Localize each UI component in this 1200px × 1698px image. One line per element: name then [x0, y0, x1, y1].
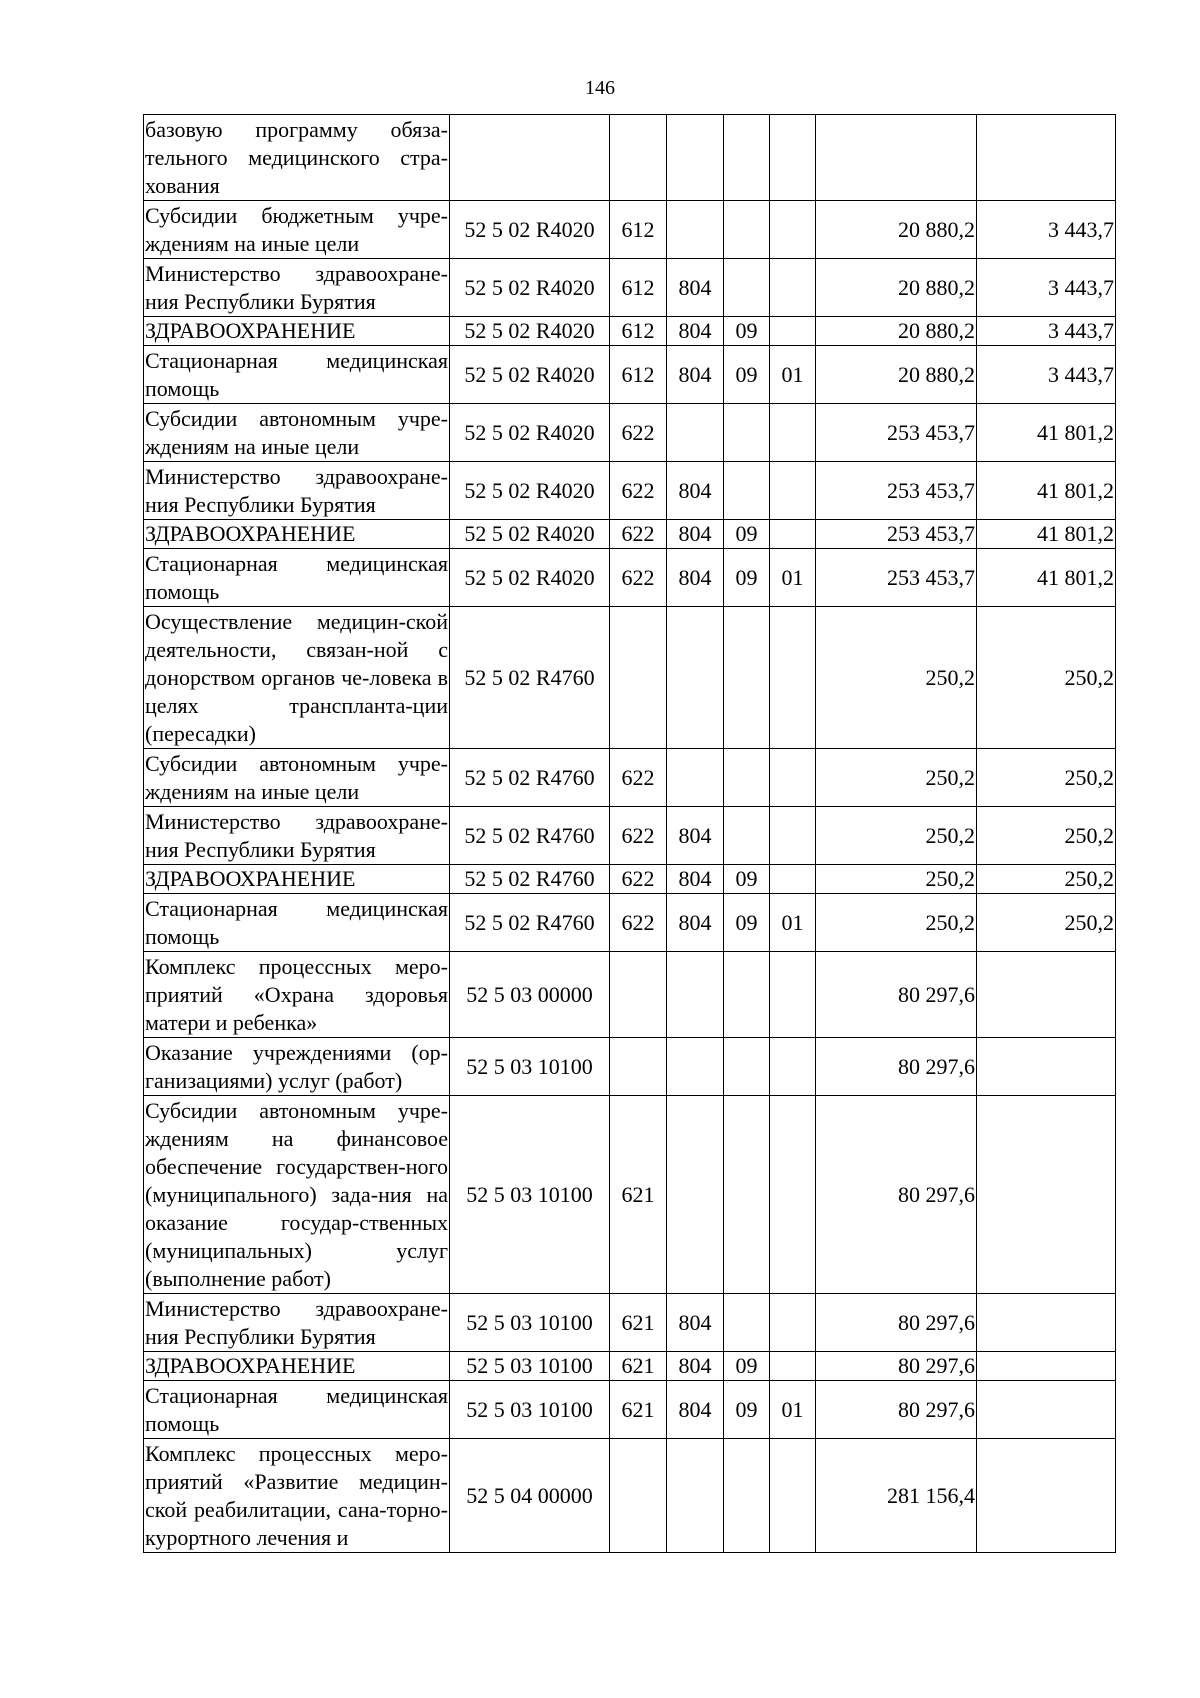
amount-federal: 41 801,2: [977, 462, 1116, 520]
target-article-code: 52 5 03 10100: [450, 1294, 610, 1352]
target-article-code: 52 5 03 10100: [450, 1352, 610, 1381]
section-code: [724, 259, 770, 317]
amount-total: 20 880,2: [816, 317, 977, 346]
section-code: [724, 201, 770, 259]
table-row: [144, 346, 1116, 404]
amount-federal: 41 801,2: [977, 549, 1116, 607]
administrator-code: 804: [667, 462, 724, 520]
row-name: ЗДРАВООХРАНЕНИЕ: [144, 520, 450, 549]
row-name: Субсидии бюджетным учре-ждениям на иные цели: [144, 201, 450, 259]
page-number: 146: [585, 77, 615, 99]
expense-type-code: [610, 952, 667, 1038]
amount-total: 250,2: [816, 607, 977, 749]
target-article-code: 52 5 02 R4020: [450, 549, 610, 607]
administrator-code: 804: [667, 520, 724, 549]
amount-federal: 250,2: [977, 607, 1116, 749]
subsection-code: [770, 1038, 816, 1096]
target-article-code: 52 5 02 R4020: [450, 462, 610, 520]
amount-total: 253 453,7: [816, 549, 977, 607]
expense-type-code: 612: [610, 346, 667, 404]
subsection-code: [770, 952, 816, 1038]
subsection-code: [770, 317, 816, 346]
target-article-code: 52 5 02 R4020: [450, 317, 610, 346]
target-article-code: 52 5 02 R4760: [450, 865, 610, 894]
amount-total: 250,2: [816, 865, 977, 894]
amount-federal: 41 801,2: [977, 520, 1116, 549]
expense-type-code: [610, 1038, 667, 1096]
table-row: [144, 1294, 1116, 1352]
subsection-code: 01: [770, 894, 816, 952]
target-article-code: 52 5 03 00000: [450, 952, 610, 1038]
amount-federal: 250,2: [977, 894, 1116, 952]
amount-federal: [977, 1038, 1116, 1096]
subsection-code: [770, 404, 816, 462]
amount-total: 253 453,7: [816, 404, 977, 462]
amount-federal: 41 801,2: [977, 404, 1116, 462]
section-code: 09: [724, 346, 770, 404]
amount-federal: [977, 1439, 1116, 1553]
section-code: 09: [724, 317, 770, 346]
row-name: Стационарная медицинская помощь: [144, 894, 450, 952]
amount-total: 80 297,6: [816, 1381, 977, 1439]
expense-type-code: 612: [610, 201, 667, 259]
administrator-code: [667, 952, 724, 1038]
table-row: [144, 807, 1116, 865]
table-row: [144, 1439, 1116, 1553]
row-name: Министерство здравоохране-ния Республики Бурятия: [144, 462, 450, 520]
section-code: [724, 462, 770, 520]
section-code: [724, 404, 770, 462]
section-code: 09: [724, 520, 770, 549]
row-name: Оказание учреждениями (ор-ганизациями) услуг (работ): [144, 1038, 450, 1096]
row-name: Субсидии автономным учре-ждениям на финансовое обеспечение государствен-ного (муниципального) зада-ния на оказание государ-ственных (муниципальных) услуг (выполнение работ): [144, 1096, 450, 1294]
section-code: [724, 1439, 770, 1553]
amount-total: 281 156,4: [816, 1439, 977, 1553]
subsection-code: 01: [770, 549, 816, 607]
section-code: [724, 1096, 770, 1294]
administrator-code: 804: [667, 894, 724, 952]
row-name: Комплекс процессных меро-приятий «Охрана здоровья матери и ребенка»: [144, 952, 450, 1038]
administrator-code: 804: [667, 865, 724, 894]
subsection-code: [770, 1352, 816, 1381]
amount-total: 20 880,2: [816, 346, 977, 404]
administrator-code: 804: [667, 259, 724, 317]
amount-total: 80 297,6: [816, 1294, 977, 1352]
amount-total: 80 297,6: [816, 1038, 977, 1096]
table-row: [144, 115, 1116, 201]
amount-total: 20 880,2: [816, 201, 977, 259]
target-article-code: 52 5 04 00000: [450, 1439, 610, 1553]
amount-total: 250,2: [816, 749, 977, 807]
expense-type-code: [610, 607, 667, 749]
amount-federal: [977, 1352, 1116, 1381]
administrator-code: [667, 1439, 724, 1553]
administrator-code: 804: [667, 807, 724, 865]
row-name: Осуществление медицин-ской деятельности, связан-ной с донорством органов че-ловека в целях транспланта-ции (пересадки): [144, 607, 450, 749]
subsection-code: [770, 259, 816, 317]
target-article-code: 52 5 02 R4760: [450, 807, 610, 865]
section-code: [724, 115, 770, 201]
amount-federal: [977, 1294, 1116, 1352]
section-code: 09: [724, 865, 770, 894]
administrator-code: [667, 1096, 724, 1294]
target-article-code: 52 5 02 R4020: [450, 520, 610, 549]
amount-total: 80 297,6: [816, 1096, 977, 1294]
target-article-code: 52 5 03 10100: [450, 1381, 610, 1439]
target-article-code: 52 5 02 R4760: [450, 607, 610, 749]
amount-total: 253 453,7: [816, 462, 977, 520]
expense-type-code: 622: [610, 404, 667, 462]
row-name: ЗДРАВООХРАНЕНИЕ: [144, 317, 450, 346]
row-name: Министерство здравоохране-ния Республики Бурятия: [144, 259, 450, 317]
table-row: [144, 201, 1116, 259]
table-row: [144, 259, 1116, 317]
amount-total: 20 880,2: [816, 259, 977, 317]
subsection-code: [770, 807, 816, 865]
row-name: Министерство здравоохране-ния Республики Бурятия: [144, 807, 450, 865]
table-row: [144, 317, 1116, 346]
section-code: 09: [724, 894, 770, 952]
target-article-code: [450, 115, 610, 201]
administrator-code: [667, 404, 724, 462]
row-name: Стационарная медицинская помощь: [144, 1381, 450, 1439]
administrator-code: [667, 607, 724, 749]
administrator-code: [667, 115, 724, 201]
amount-federal: [977, 1096, 1116, 1294]
subsection-code: [770, 1294, 816, 1352]
target-article-code: 52 5 02 R4020: [450, 404, 610, 462]
subsection-code: [770, 201, 816, 259]
table-row: [144, 404, 1116, 462]
section-code: [724, 607, 770, 749]
subsection-code: [770, 865, 816, 894]
amount-federal: 250,2: [977, 865, 1116, 894]
administrator-code: 804: [667, 549, 724, 607]
amount-federal: [977, 952, 1116, 1038]
row-name: Комплекс процессных меро-приятий «Развитие медицин-ской реабилитации, сана-торно-курортного лечения и: [144, 1439, 450, 1553]
amount-federal: 250,2: [977, 807, 1116, 865]
administrator-code: 804: [667, 1381, 724, 1439]
subsection-code: 01: [770, 1381, 816, 1439]
expense-type-code: 622: [610, 865, 667, 894]
table-row: [144, 1352, 1116, 1381]
target-article-code: 52 5 02 R4020: [450, 201, 610, 259]
row-name: Субсидии автономным учре-ждениям на иные цели: [144, 404, 450, 462]
section-code: 09: [724, 1352, 770, 1381]
table-row: [144, 865, 1116, 894]
subsection-code: 01: [770, 346, 816, 404]
budget-table: [143, 114, 1116, 1553]
table-row: [144, 749, 1116, 807]
target-article-code: 52 5 03 10100: [450, 1038, 610, 1096]
amount-total: 250,2: [816, 807, 977, 865]
table-row: [144, 549, 1116, 607]
table-row: [144, 1096, 1116, 1294]
row-name: базовую программу обяза-тельного медицинского стра-хования: [144, 115, 450, 201]
administrator-code: [667, 1038, 724, 1096]
subsection-code: [770, 520, 816, 549]
subsection-code: [770, 115, 816, 201]
section-code: [724, 1294, 770, 1352]
expense-type-code: 622: [610, 807, 667, 865]
amount-total: 253 453,7: [816, 520, 977, 549]
section-code: 09: [724, 1381, 770, 1439]
expense-type-code: 612: [610, 259, 667, 317]
section-code: [724, 1038, 770, 1096]
row-name: ЗДРАВООХРАНЕНИЕ: [144, 865, 450, 894]
table-row: [144, 462, 1116, 520]
expense-type-code: 622: [610, 749, 667, 807]
section-code: [724, 749, 770, 807]
table-row: [144, 1381, 1116, 1439]
table-body: [144, 115, 1116, 1553]
row-name: Стационарная медицинская помощь: [144, 549, 450, 607]
subsection-code: [770, 1096, 816, 1294]
expense-type-code: 622: [610, 894, 667, 952]
amount-federal: [977, 1381, 1116, 1439]
section-code: [724, 807, 770, 865]
expense-type-code: [610, 115, 667, 201]
section-code: 09: [724, 549, 770, 607]
target-article-code: 52 5 02 R4760: [450, 894, 610, 952]
expense-type-code: 622: [610, 462, 667, 520]
administrator-code: 804: [667, 1294, 724, 1352]
table-row: [144, 520, 1116, 549]
amount-total: [816, 115, 977, 201]
amount-total: 80 297,6: [816, 1352, 977, 1381]
amount-federal: 250,2: [977, 749, 1116, 807]
row-name: Стационарная медицинская помощь: [144, 346, 450, 404]
subsection-code: [770, 1439, 816, 1553]
target-article-code: 52 5 02 R4760: [450, 749, 610, 807]
table-row: [144, 894, 1116, 952]
administrator-code: [667, 201, 724, 259]
expense-type-code: [610, 1439, 667, 1553]
target-article-code: 52 5 02 R4020: [450, 346, 610, 404]
amount-federal: 3 443,7: [977, 259, 1116, 317]
table-row: [144, 1038, 1116, 1096]
expense-type-code: 621: [610, 1294, 667, 1352]
table-row: [144, 607, 1116, 749]
amount-total: 250,2: [816, 894, 977, 952]
amount-federal: 3 443,7: [977, 346, 1116, 404]
table-row: [144, 952, 1116, 1038]
expense-type-code: 621: [610, 1352, 667, 1381]
amount-total: 80 297,6: [816, 952, 977, 1038]
amount-federal: [977, 115, 1116, 201]
administrator-code: 804: [667, 346, 724, 404]
subsection-code: [770, 462, 816, 520]
administrator-code: 804: [667, 1352, 724, 1381]
subsection-code: [770, 749, 816, 807]
section-code: [724, 952, 770, 1038]
target-article-code: 52 5 03 10100: [450, 1096, 610, 1294]
expense-type-code: 621: [610, 1096, 667, 1294]
expense-type-code: 622: [610, 549, 667, 607]
expense-type-code: 621: [610, 1381, 667, 1439]
row-name: Субсидии автономным учре-ждениям на иные цели: [144, 749, 450, 807]
subsection-code: [770, 607, 816, 749]
amount-federal: 3 443,7: [977, 201, 1116, 259]
row-name: Министерство здравоохране-ния Республики Бурятия: [144, 1294, 450, 1352]
amount-federal: 3 443,7: [977, 317, 1116, 346]
row-name: ЗДРАВООХРАНЕНИЕ: [144, 1352, 450, 1381]
administrator-code: 804: [667, 317, 724, 346]
expense-type-code: 612: [610, 317, 667, 346]
administrator-code: [667, 749, 724, 807]
expense-type-code: 622: [610, 520, 667, 549]
target-article-code: 52 5 02 R4020: [450, 259, 610, 317]
